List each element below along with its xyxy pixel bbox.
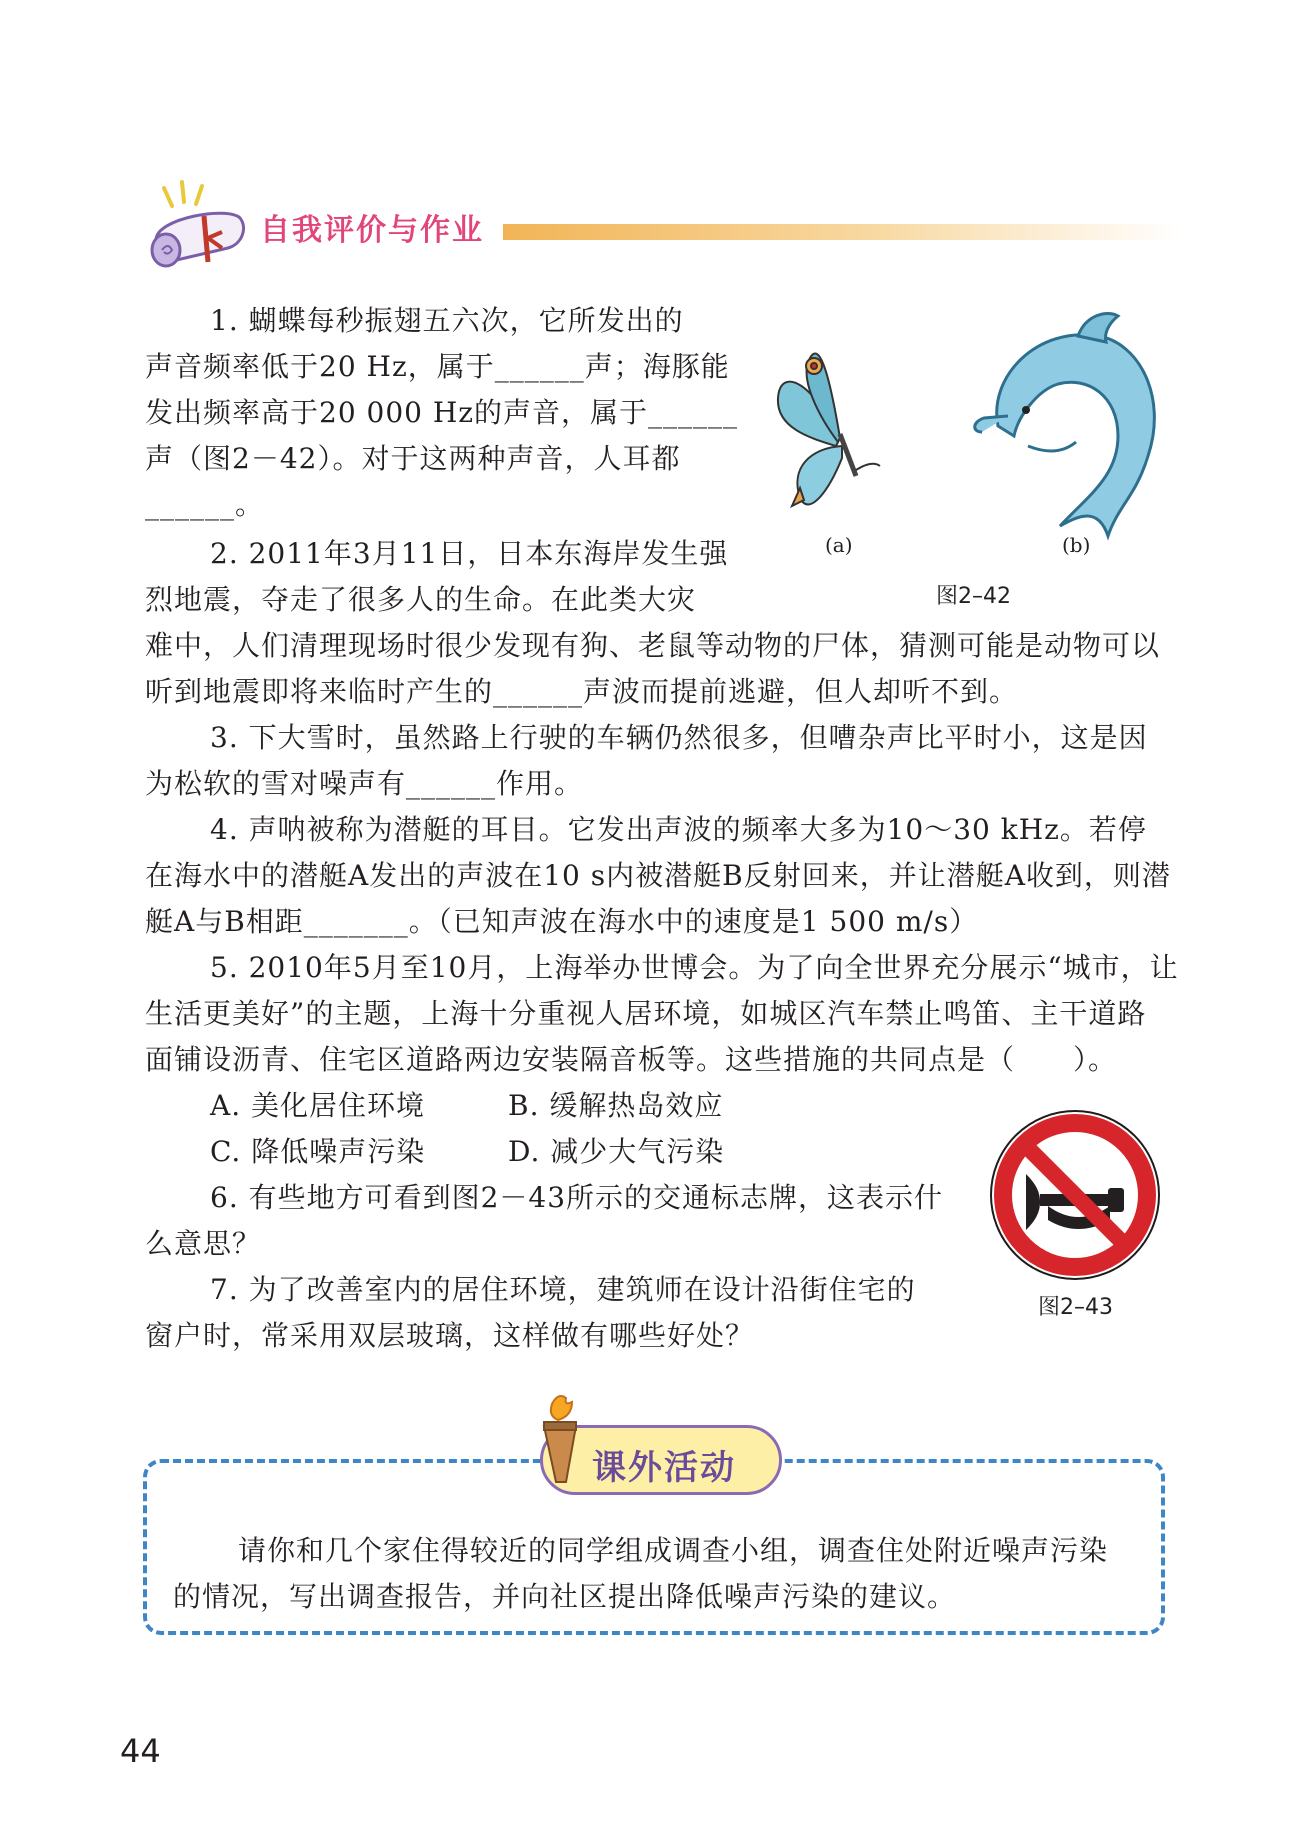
activity-line-2: 的情况，写出调查报告，并向社区提出降低噪声污染的建议。	[173, 1580, 957, 1613]
scroll-icon	[138, 178, 258, 278]
problem-4-line-3: 艇A与B相距_______。（已知声波在海水中的速度是1 500 m/s）	[145, 905, 979, 938]
option-b: B. 缓解热岛效应	[508, 1089, 724, 1122]
section-header-title: 自我评价与作业	[260, 213, 484, 248]
header-divider-bar	[503, 224, 1183, 240]
problem-7-line-1: 7. 为了改善室内的居住环境，建筑师在设计沿街住宅的	[210, 1273, 916, 1306]
problem-4-line-2: 在海水中的潜艇A发出的声波在10 s内被潜艇B反射回来，并让潜艇A收到，则潜	[145, 859, 1171, 892]
problem-2-line-1: 2. 2011年3月11日，日本东海岸发生强	[210, 537, 729, 570]
problem-6-line-2: 么意思？	[145, 1227, 262, 1260]
problem-1-line-1: 1. 蝴蝶每秒振翅五六次，它所发出的	[210, 304, 684, 337]
problem-3-line-2: 为松软的雪对噪声有______作用。	[145, 767, 584, 800]
no-horn-sign-icon	[988, 1108, 1162, 1282]
problem-5-line-1: 5. 2010年5月至10月，上海举办世博会。为了向全世界充分展示“城市，让	[210, 951, 1179, 984]
problem-1-line-5: ______。	[145, 488, 265, 521]
figure-2-42-label-b: (b)	[1062, 533, 1091, 557]
problem-5-line-3: 面铺设沥青、住宅区道路两边安装隔音板等。这些措施的共同点是（ ）。	[145, 1043, 1118, 1076]
problem-2-line-2: 烈地震，夺走了很多人的生命。在此类大灾	[145, 583, 697, 616]
problem-5-line-2: 生活更美好”的主题，上海十分重视人居环境，如城区汽车禁止鸣笛、主干道路	[145, 997, 1147, 1030]
figure-2-42-caption: 图2–42	[936, 584, 1011, 609]
problem-2-line-3: 难中，人们清理现场时很少发现有狗、老鼠等动物的尸体，猜测可能是动物可以	[145, 629, 1161, 662]
butterfly-icon	[770, 338, 910, 528]
activity-title: 课外活动	[592, 1448, 736, 1488]
dolphin-icon	[968, 306, 1178, 546]
problem-7-line-2: 窗户时，常采用双层玻璃，这样做有哪些好处？	[145, 1319, 755, 1352]
problem-2-line-4: 听到地震即将来临时产生的______声波而提前逃避，但人却听不到。	[145, 675, 1019, 708]
figure-2-42-label-a: (a)	[825, 533, 853, 557]
option-c: C. 降低噪声污染	[210, 1135, 426, 1168]
problem-4-line-1: 4. 声呐被称为潜艇的耳目。它发出声波的频率大多为10～30 kHz。若停	[210, 813, 1147, 846]
option-a: A. 美化居住环境	[210, 1089, 426, 1122]
problem-1-line-4: 声（图2－42）。对于这两种声音，人耳都	[145, 442, 681, 475]
activity-line-1: 请你和几个家住得较近的同学组成调查小组，调查住处附近噪声污染	[238, 1534, 1109, 1567]
problem-1-line-3: 发出频率高于20 000 Hz的声音，属于______	[145, 396, 739, 429]
problem-3-line-1: 3. 下大雪时，虽然路上行驶的车辆仍然很多，但嘈杂声比平时小，这是因	[210, 721, 1148, 754]
torch-icon	[530, 1392, 594, 1492]
figure-2-43-caption: 图2–43	[1038, 1295, 1113, 1320]
page-number: 44	[120, 1732, 161, 1770]
problem-1-line-2: 声音频率低于20 Hz，属于______声；海豚能	[145, 350, 730, 383]
option-d: D. 减少大气污染	[508, 1135, 725, 1168]
problem-6-line-1: 6. 有些地方可看到图2－43所示的交通标志牌，这表示什	[210, 1181, 944, 1214]
